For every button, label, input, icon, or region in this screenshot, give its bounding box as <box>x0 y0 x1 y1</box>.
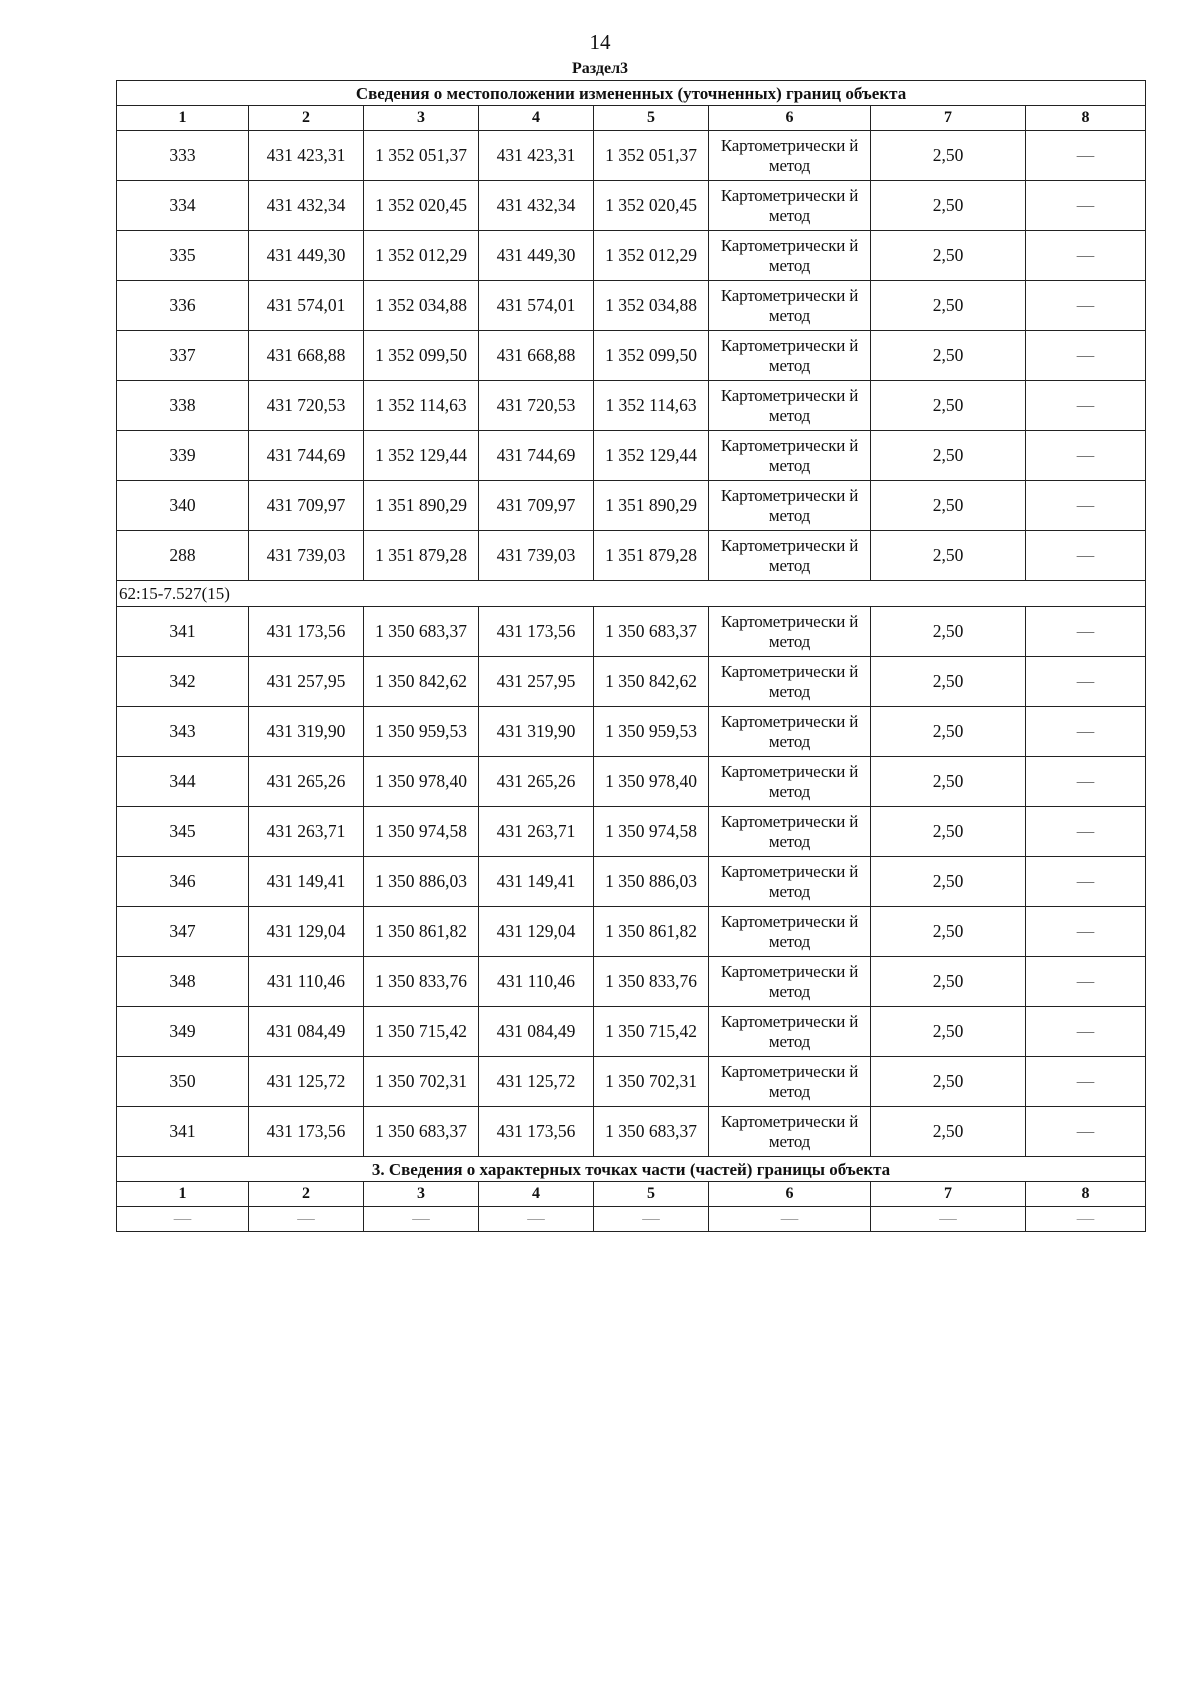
section3-column-number-row <box>117 1182 1146 1207</box>
y-existing: 1 350 683,37 <box>364 1107 479 1157</box>
y-existing: 1 352 051,37 <box>364 131 479 181</box>
accuracy: 2,50 <box>871 131 1026 181</box>
x-existing: 431 739,03 <box>249 531 364 581</box>
x-new: 431 265,26 <box>479 757 594 807</box>
y-existing: 1 350 861,82 <box>364 907 479 957</box>
determination-method: Картометрически й метод <box>709 131 871 181</box>
x-existing: 431 709,97 <box>249 481 364 531</box>
empty-cell: — <box>479 1207 594 1232</box>
y-new: 1 350 715,42 <box>594 1007 709 1057</box>
point-description: — <box>1026 957 1146 1007</box>
x-new: 431 257,95 <box>479 657 594 707</box>
accuracy: 2,50 <box>871 807 1026 857</box>
x-new: 431 110,46 <box>479 957 594 1007</box>
x-new: 431 149,41 <box>479 857 594 907</box>
y-existing: 1 350 978,40 <box>364 757 479 807</box>
y-new: 1 350 886,03 <box>594 857 709 907</box>
accuracy: 2,50 <box>871 331 1026 381</box>
table-row <box>117 707 1146 757</box>
x-existing: 431 110,46 <box>249 957 364 1007</box>
y-new: 1 350 861,82 <box>594 907 709 957</box>
determination-method: Картометрически й метод <box>709 657 871 707</box>
table-row <box>117 231 1146 281</box>
determination-method: Картометрически й метод <box>709 807 871 857</box>
point-description: — <box>1026 657 1146 707</box>
accuracy: 2,50 <box>871 531 1026 581</box>
y-existing: 1 350 959,53 <box>364 707 479 757</box>
y-existing: 1 350 842,62 <box>364 657 479 707</box>
table-row <box>117 481 1146 531</box>
x-new: 431 720,53 <box>479 381 594 431</box>
y-existing: 1 351 890,29 <box>364 481 479 531</box>
x-existing: 431 720,53 <box>249 381 364 431</box>
y-new: 1 352 012,29 <box>594 231 709 281</box>
x-existing: 431 319,90 <box>249 707 364 757</box>
point-number: 346 <box>117 857 249 907</box>
y-new: 1 352 051,37 <box>594 131 709 181</box>
y-new: 1 352 129,44 <box>594 431 709 481</box>
column-number: 8 <box>1026 1182 1146 1207</box>
point-description: — <box>1026 231 1146 281</box>
column-number: 7 <box>871 1182 1026 1207</box>
determination-method: Картометрически й метод <box>709 907 871 957</box>
accuracy: 2,50 <box>871 757 1026 807</box>
accuracy: 2,50 <box>871 1057 1026 1107</box>
point-number: 341 <box>117 607 249 657</box>
point-description: — <box>1026 607 1146 657</box>
empty-cell: — <box>249 1207 364 1232</box>
y-new: 1 350 959,53 <box>594 707 709 757</box>
point-description: — <box>1026 381 1146 431</box>
y-new: 1 351 879,28 <box>594 531 709 581</box>
x-existing: 431 423,31 <box>249 131 364 181</box>
x-new: 431 739,03 <box>479 531 594 581</box>
accuracy: 2,50 <box>871 607 1026 657</box>
x-existing: 431 084,49 <box>249 1007 364 1057</box>
point-description: — <box>1026 181 1146 231</box>
point-description: — <box>1026 1057 1146 1107</box>
point-description: — <box>1026 1007 1146 1057</box>
table-row <box>117 431 1146 481</box>
y-existing: 1 350 702,31 <box>364 1057 479 1107</box>
column-number: 8 <box>1026 106 1146 131</box>
y-new: 1 352 099,50 <box>594 331 709 381</box>
table-row <box>117 1007 1146 1057</box>
y-existing: 1 352 114,63 <box>364 381 479 431</box>
y-existing: 1 350 715,42 <box>364 1007 479 1057</box>
accuracy: 2,50 <box>871 657 1026 707</box>
x-existing: 431 173,56 <box>249 1107 364 1157</box>
table-row <box>117 957 1146 1007</box>
column-number: 4 <box>479 106 594 131</box>
point-description: — <box>1026 131 1146 181</box>
accuracy: 2,50 <box>871 1107 1026 1157</box>
y-new: 1 352 020,45 <box>594 181 709 231</box>
accuracy: 2,50 <box>871 281 1026 331</box>
x-existing: 431 668,88 <box>249 331 364 381</box>
point-number: 335 <box>117 231 249 281</box>
table-title-row <box>117 81 1146 106</box>
table-row <box>117 1107 1146 1157</box>
x-new: 431 173,56 <box>479 1107 594 1157</box>
point-description: — <box>1026 481 1146 531</box>
accuracy: 2,50 <box>871 707 1026 757</box>
table-row <box>117 181 1146 231</box>
table-row <box>117 857 1146 907</box>
accuracy: 2,50 <box>871 857 1026 907</box>
point-number: 341 <box>117 1107 249 1157</box>
determination-method: Картометрически й метод <box>709 381 871 431</box>
point-description: — <box>1026 857 1146 907</box>
x-new: 431 423,31 <box>479 131 594 181</box>
column-number: 5 <box>594 1182 709 1207</box>
column-number: 2 <box>249 106 364 131</box>
accuracy: 2,50 <box>871 381 1026 431</box>
x-existing: 431 173,56 <box>249 607 364 657</box>
point-number: 344 <box>117 757 249 807</box>
y-existing: 1 350 683,37 <box>364 607 479 657</box>
empty-cell: — <box>594 1207 709 1232</box>
empty-cell: — <box>709 1207 871 1232</box>
point-number: 333 <box>117 131 249 181</box>
table-row <box>117 757 1146 807</box>
point-number: 345 <box>117 807 249 857</box>
table-row <box>117 531 1146 581</box>
column-number: 4 <box>479 1182 594 1207</box>
point-description: — <box>1026 907 1146 957</box>
x-new: 431 129,04 <box>479 907 594 957</box>
table-row <box>117 657 1146 707</box>
accuracy: 2,50 <box>871 907 1026 957</box>
empty-cell: — <box>871 1207 1026 1232</box>
determination-method: Картометрически й метод <box>709 1057 871 1107</box>
determination-method: Картометрически й метод <box>709 181 871 231</box>
determination-method: Картометрически й метод <box>709 481 871 531</box>
y-new: 1 351 890,29 <box>594 481 709 531</box>
point-description: — <box>1026 431 1146 481</box>
y-existing: 1 352 034,88 <box>364 281 479 331</box>
y-new: 1 350 842,62 <box>594 657 709 707</box>
point-description: — <box>1026 331 1146 381</box>
determination-method: Картометрически й метод <box>709 331 871 381</box>
column-number: 3 <box>364 106 479 131</box>
x-new: 431 125,72 <box>479 1057 594 1107</box>
x-existing: 431 574,01 <box>249 281 364 331</box>
determination-method: Картометрически й метод <box>709 757 871 807</box>
point-number: 334 <box>117 181 249 231</box>
accuracy: 2,50 <box>871 1007 1026 1057</box>
point-number: 347 <box>117 907 249 957</box>
table-row <box>117 1057 1146 1107</box>
determination-method: Картометрически й метод <box>709 607 871 657</box>
y-new: 1 352 034,88 <box>594 281 709 331</box>
y-new: 1 350 683,37 <box>594 1107 709 1157</box>
x-existing: 431 744,69 <box>249 431 364 481</box>
point-number: 337 <box>117 331 249 381</box>
point-number: 349 <box>117 1007 249 1057</box>
page-number: 14 <box>589 30 611 54</box>
column-number: 3 <box>364 1182 479 1207</box>
x-existing: 431 265,26 <box>249 757 364 807</box>
y-new: 1 350 702,31 <box>594 1057 709 1107</box>
table-row <box>117 381 1146 431</box>
boundary-coordinates-table <box>116 80 1146 1232</box>
y-existing: 1 352 012,29 <box>364 231 479 281</box>
table-row <box>117 607 1146 657</box>
x-existing: 431 149,41 <box>249 857 364 907</box>
table-row <box>117 807 1146 857</box>
section3-title: 3. Сведения о характерных точках части (частей) границы объекта <box>117 1157 1146 1182</box>
determination-method: Картометрически й метод <box>709 281 871 331</box>
point-number: 288 <box>117 531 249 581</box>
point-number: 336 <box>117 281 249 331</box>
accuracy: 2,50 <box>871 481 1026 531</box>
x-existing: 431 449,30 <box>249 231 364 281</box>
x-new: 431 709,97 <box>479 481 594 531</box>
x-new: 431 173,56 <box>479 607 594 657</box>
y-existing: 1 352 099,50 <box>364 331 479 381</box>
y-new: 1 350 833,76 <box>594 957 709 1007</box>
determination-method: Картометрически й метод <box>709 231 871 281</box>
column-number: 7 <box>871 106 1026 131</box>
determination-method: Картометрически й метод <box>709 857 871 907</box>
determination-method: Картометрически й метод <box>709 1007 871 1057</box>
y-existing: 1 352 129,44 <box>364 431 479 481</box>
table-row <box>117 331 1146 381</box>
point-number: 350 <box>117 1057 249 1107</box>
point-description: — <box>1026 757 1146 807</box>
column-number: 6 <box>709 1182 871 1207</box>
x-new: 431 263,71 <box>479 807 594 857</box>
point-description: — <box>1026 707 1146 757</box>
section-title: Раздел3 <box>571 60 629 77</box>
accuracy: 2,50 <box>871 181 1026 231</box>
y-new: 1 350 683,37 <box>594 607 709 657</box>
table-title: Сведения о местоположении измененных (уточненных) границ объекта <box>117 81 1146 106</box>
determination-method: Картометрически й метод <box>709 957 871 1007</box>
point-number: 339 <box>117 431 249 481</box>
point-number: 343 <box>117 707 249 757</box>
determination-method: Картометрически й метод <box>709 431 871 481</box>
y-existing: 1 350 974,58 <box>364 807 479 857</box>
table-row <box>117 907 1146 957</box>
point-number: 348 <box>117 957 249 1007</box>
column-number: 2 <box>249 1182 364 1207</box>
x-existing: 431 257,95 <box>249 657 364 707</box>
column-number: 6 <box>709 106 871 131</box>
y-new: 1 350 978,40 <box>594 757 709 807</box>
x-existing: 431 263,71 <box>249 807 364 857</box>
column-number: 5 <box>594 106 709 131</box>
determination-method: Картометрически й метод <box>709 707 871 757</box>
empty-cell: — <box>1026 1207 1146 1232</box>
y-existing: 1 352 020,45 <box>364 181 479 231</box>
x-new: 431 084,49 <box>479 1007 594 1057</box>
point-number: 340 <box>117 481 249 531</box>
determination-method: Картометрически й метод <box>709 531 871 581</box>
y-existing: 1 350 886,03 <box>364 857 479 907</box>
x-existing: 431 432,34 <box>249 181 364 231</box>
column-number: 1 <box>117 1182 249 1207</box>
column-number-row <box>117 106 1146 131</box>
x-new: 431 744,69 <box>479 431 594 481</box>
y-new: 1 352 114,63 <box>594 381 709 431</box>
accuracy: 2,50 <box>871 431 1026 481</box>
point-description: — <box>1026 281 1146 331</box>
section3-title-row <box>117 1157 1146 1182</box>
empty-cell: — <box>364 1207 479 1232</box>
y-new: 1 350 974,58 <box>594 807 709 857</box>
y-existing: 1 351 879,28 <box>364 531 479 581</box>
x-existing: 431 129,04 <box>249 907 364 957</box>
y-existing: 1 350 833,76 <box>364 957 479 1007</box>
x-new: 431 449,30 <box>479 231 594 281</box>
x-new: 431 668,88 <box>479 331 594 381</box>
table-row <box>117 131 1146 181</box>
column-number: 1 <box>117 106 249 131</box>
x-existing: 431 125,72 <box>249 1057 364 1107</box>
x-new: 431 432,34 <box>479 181 594 231</box>
x-new: 431 319,90 <box>479 707 594 757</box>
accuracy: 2,50 <box>871 957 1026 1007</box>
point-number: 342 <box>117 657 249 707</box>
table-row <box>117 281 1146 331</box>
point-description: — <box>1026 1107 1146 1157</box>
section3-empty-row <box>117 1207 1146 1232</box>
object-label-row <box>117 581 1146 607</box>
point-description: — <box>1026 531 1146 581</box>
empty-cell: — <box>117 1207 249 1232</box>
x-new: 431 574,01 <box>479 281 594 331</box>
point-number: 338 <box>117 381 249 431</box>
determination-method: Картометрически й метод <box>709 1107 871 1157</box>
object-label: 62:15-7.527(15) <box>117 581 1146 607</box>
point-description: — <box>1026 807 1146 857</box>
accuracy: 2,50 <box>871 231 1026 281</box>
